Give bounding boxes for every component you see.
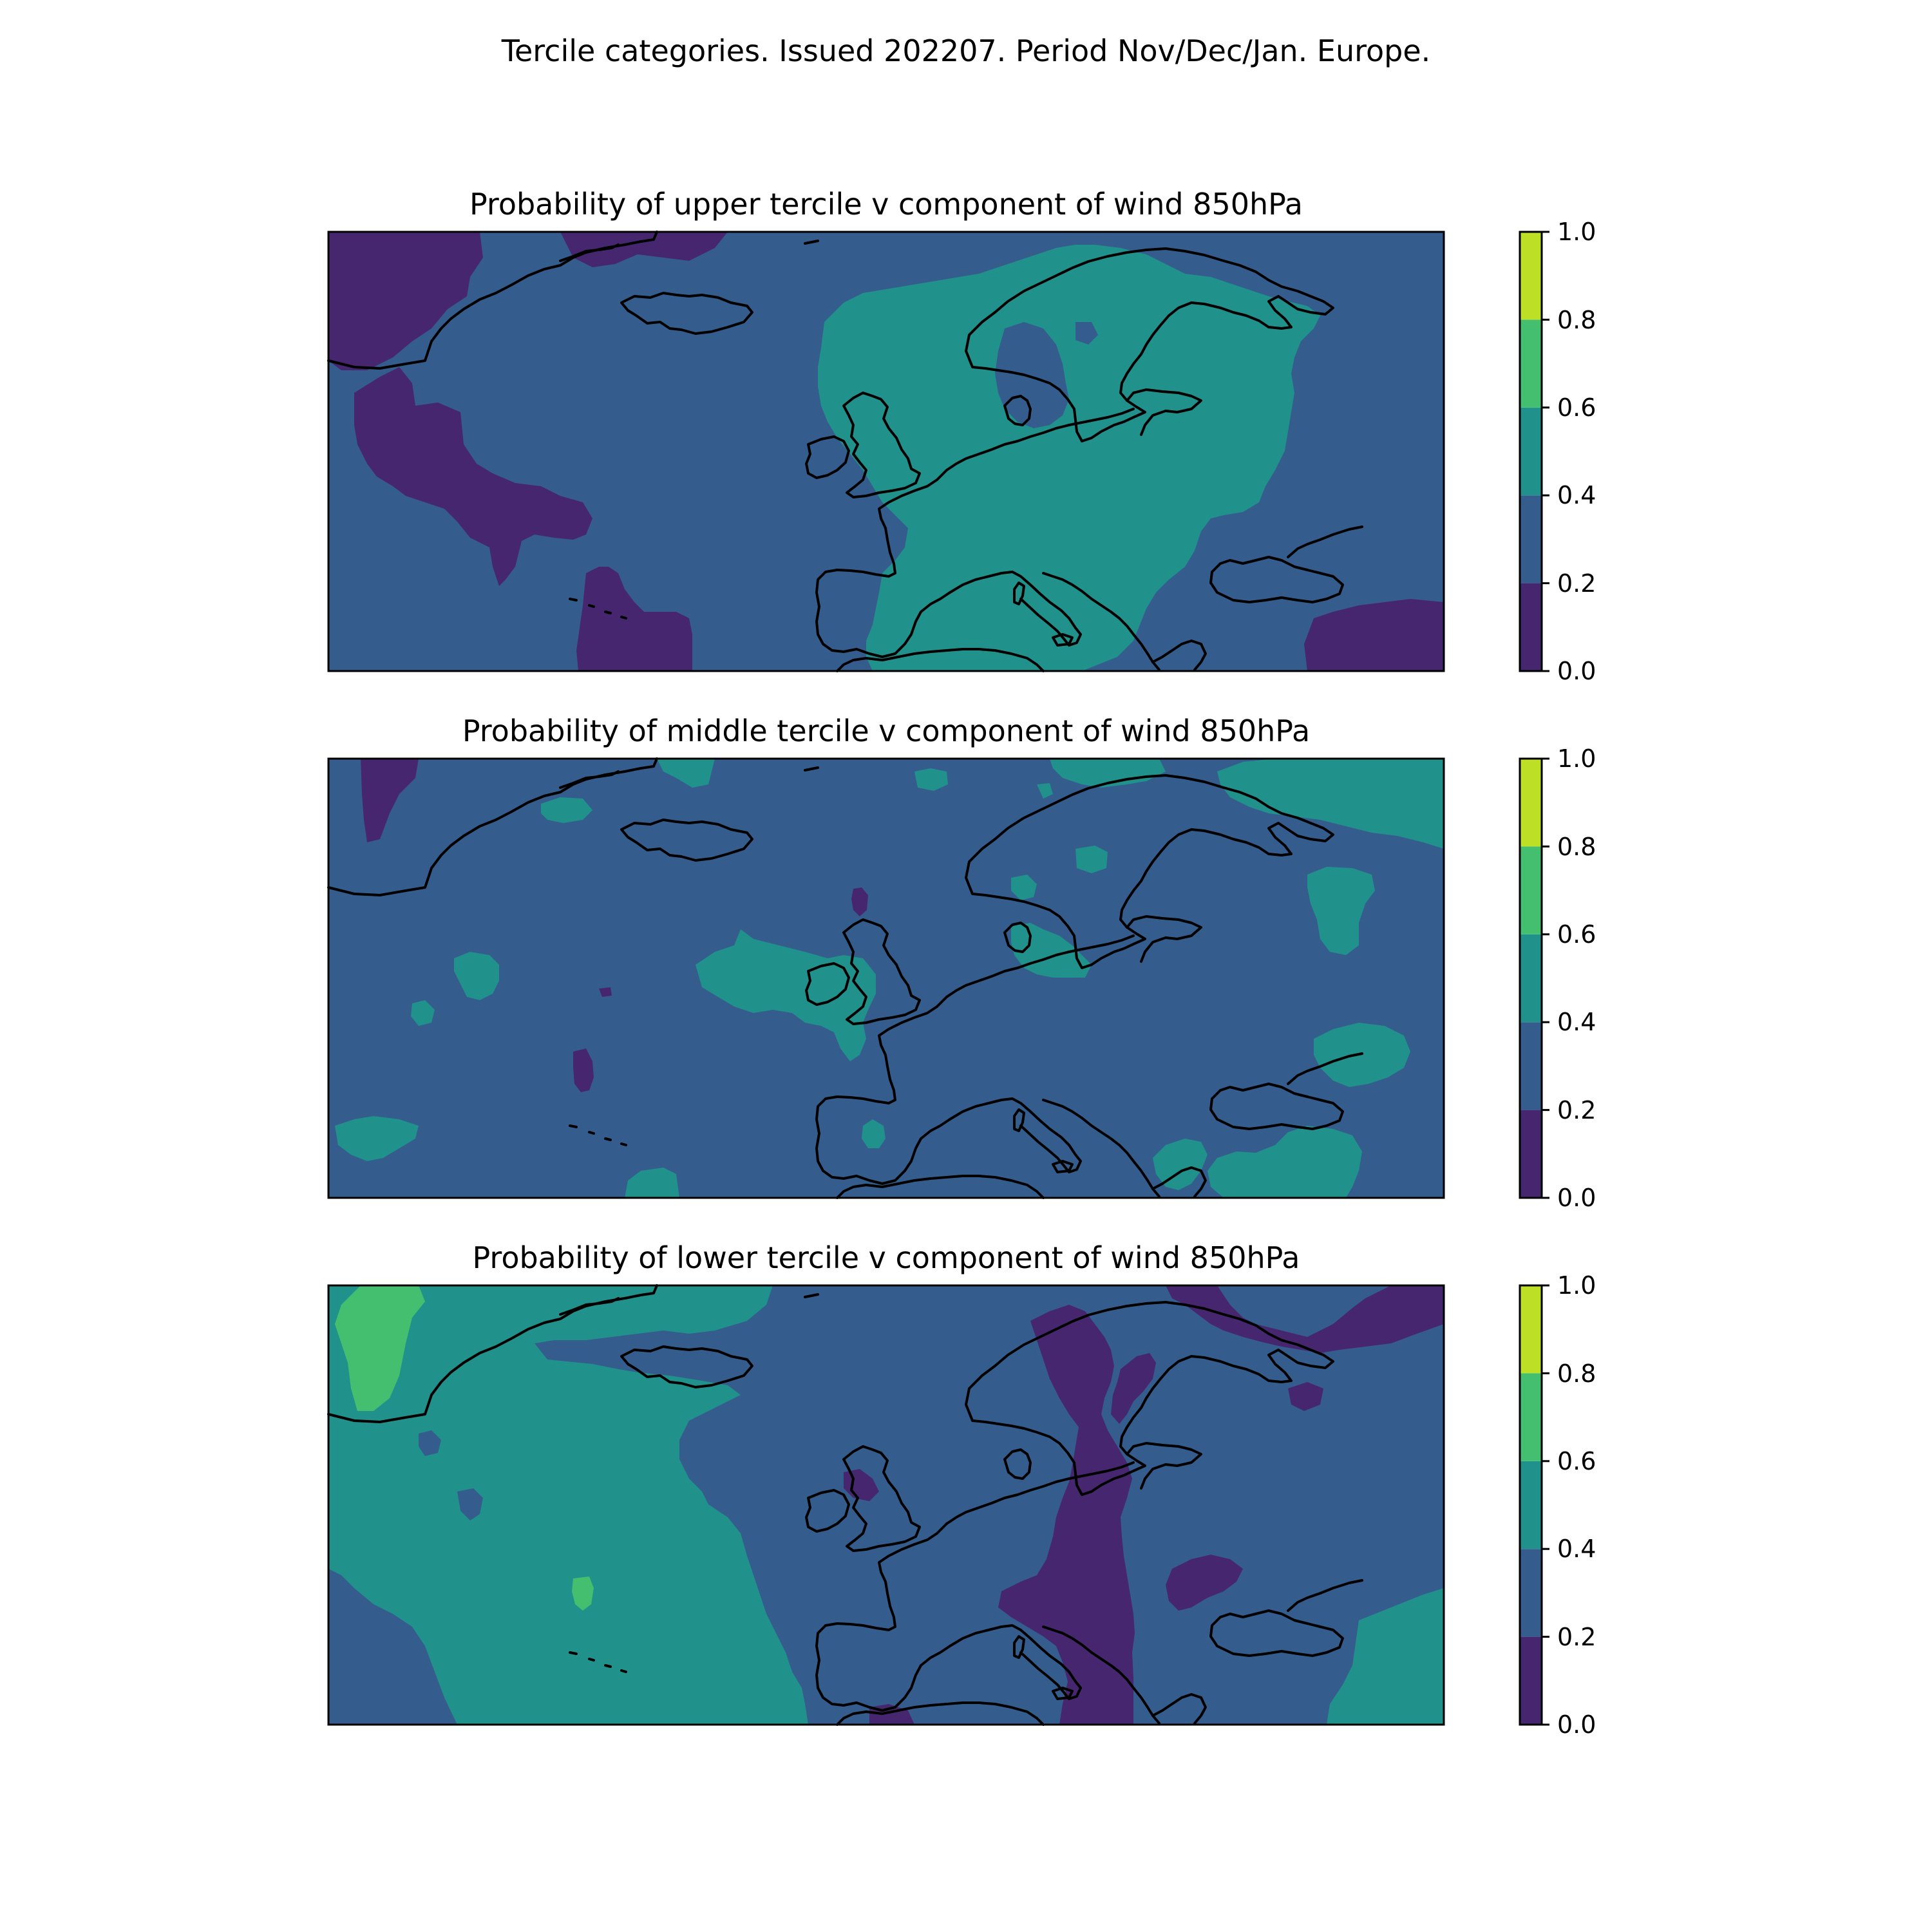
colorbar-tick-label: 0.6 — [1557, 393, 1596, 422]
colorbar-band — [1520, 934, 1542, 1022]
colorbar-band — [1520, 759, 1542, 846]
colorbar-tick-label: 0.0 — [1557, 1710, 1596, 1739]
colorbar-ticks — [1542, 232, 1549, 671]
map-upper — [328, 232, 1444, 671]
colorbar-tick-label: 0.0 — [1557, 1184, 1596, 1212]
colorbar-tick-label: 0.4 — [1557, 481, 1596, 509]
region-sweden-mid — [1075, 846, 1108, 873]
panel-title-upper: Probability of upper tercile v component of wind 850hPa — [469, 187, 1303, 222]
colorbar-band — [1520, 1022, 1542, 1110]
colorbar-middle — [1520, 744, 1596, 1212]
colorbar-tick-label: 1.0 — [1557, 1271, 1596, 1300]
colorbar-tick-label: 1.0 — [1557, 744, 1596, 773]
colorbar-band — [1520, 1637, 1542, 1725]
colorbar-band — [1520, 1285, 1542, 1373]
colorbar-band — [1520, 846, 1542, 934]
colorbar-band — [1520, 1373, 1542, 1461]
colorbar-ticks — [1542, 759, 1549, 1198]
colorbar-tick-label: 0.4 — [1557, 1535, 1596, 1563]
colorbar-tick-label: 0.2 — [1557, 1096, 1596, 1124]
colorbar-band — [1520, 408, 1542, 495]
colorbar-band — [1520, 232, 1542, 319]
panel-lower-tercile — [328, 1240, 1596, 1739]
colorbar-tick-label: 0.0 — [1557, 657, 1596, 685]
colorbar-tick-label: 0.2 — [1557, 569, 1596, 598]
colorbar-tick-label: 0.8 — [1557, 306, 1596, 334]
colorbar-band — [1520, 1549, 1542, 1636]
panel-title-middle: Probability of middle tercile v component of wind 850hPa — [462, 714, 1311, 748]
colorbar-tick-label: 0.2 — [1557, 1623, 1596, 1651]
colorbar-band — [1520, 1461, 1542, 1549]
colorbar-tick-label: 0.8 — [1557, 833, 1596, 861]
panel-upper-tercile — [328, 187, 1596, 685]
colorbar-ticks — [1542, 1285, 1549, 1725]
colorbar-tick-label: 0.8 — [1557, 1359, 1596, 1388]
colorbar-tick-label: 1.0 — [1557, 218, 1596, 246]
colorbar-band — [1520, 319, 1542, 407]
panel-middle-tercile — [328, 714, 1596, 1212]
colorbar-lower — [1520, 1271, 1596, 1739]
map-lower — [328, 1285, 1444, 1725]
colorbar-band — [1520, 1110, 1542, 1198]
figure-title: Tercile categories. Issued 202207. Period Nov/Dec/Jan. Europe. — [501, 33, 1431, 68]
panel-title-lower: Probability of lower tercile v component of wind 850hPa — [472, 1240, 1300, 1275]
colorbar-upper — [1520, 218, 1596, 685]
colorbar-band — [1520, 495, 1542, 583]
colorbar-tick-label: 0.4 — [1557, 1008, 1596, 1036]
colorbar-tick-label: 0.6 — [1557, 920, 1596, 949]
map-middle — [328, 759, 1444, 1198]
colorbar-tick-label: 0.6 — [1557, 1447, 1596, 1475]
colorbar-band — [1520, 583, 1542, 671]
